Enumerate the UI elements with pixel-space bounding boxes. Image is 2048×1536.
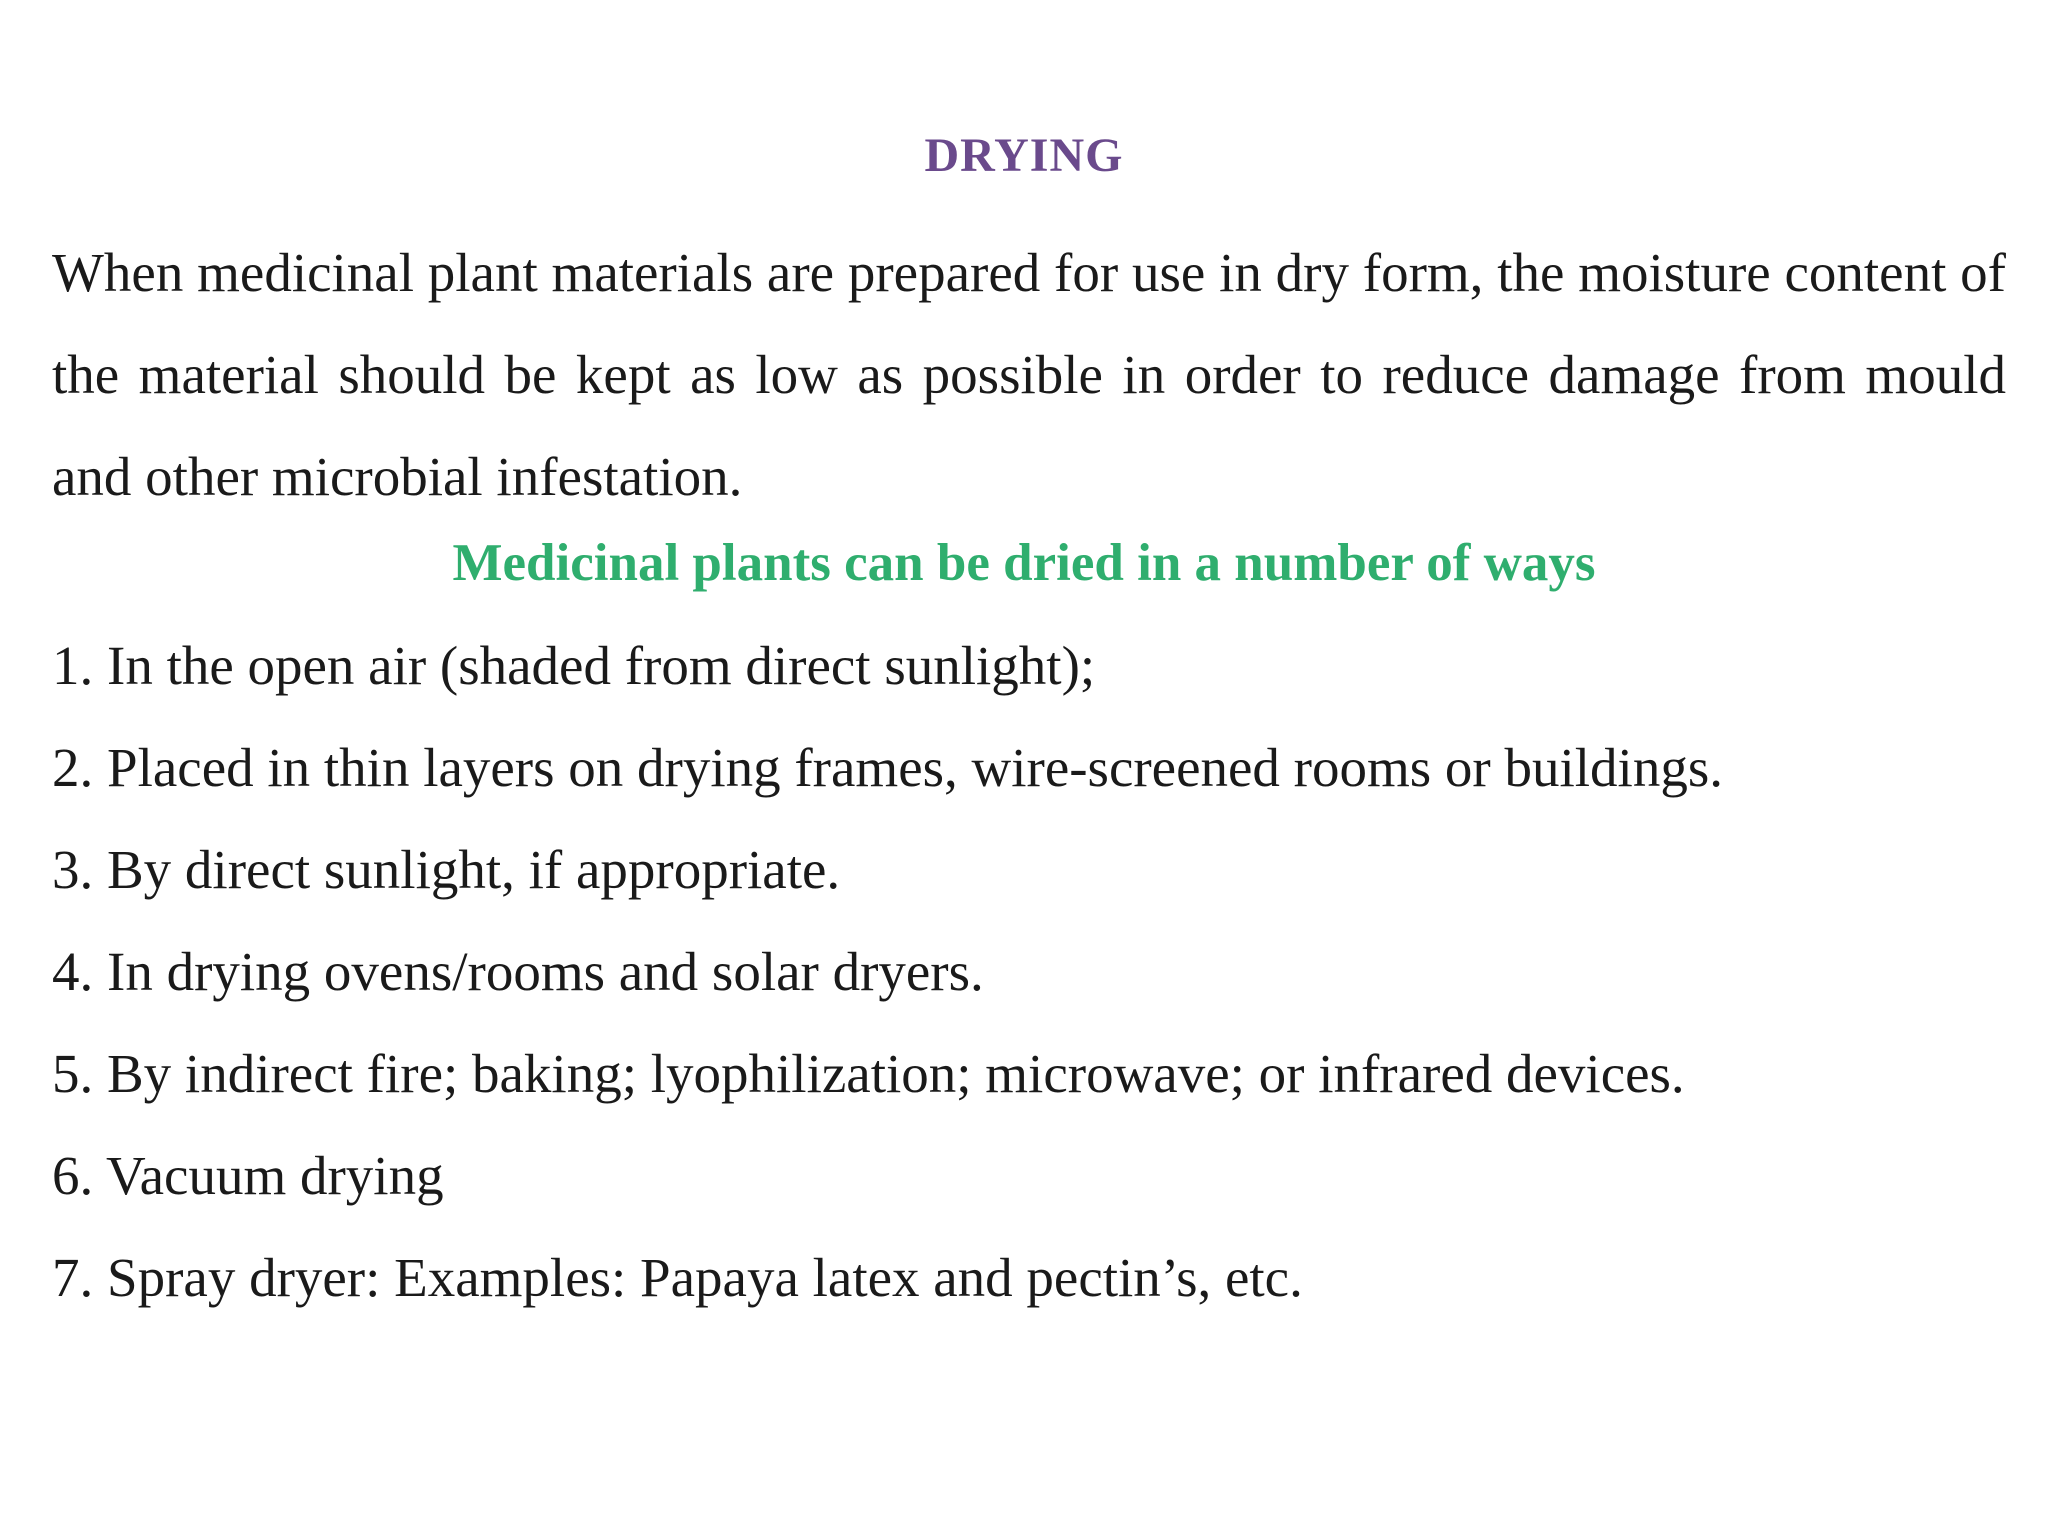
intro-paragraph: When medicinal plant materials are prepared for use in dry form, the moisture content of the material should be kept as low as possible in order to reduce damage from mould and other microbial infestation. (52, 242, 2006, 507)
list-item: 4. In drying ovens/rooms and solar dryers. (52, 941, 984, 1002)
list-item: 6. Vacuum drying (52, 1145, 444, 1206)
list-item: 3. By direct sunlight, if appropriate. (52, 839, 841, 900)
drying-methods-list (52, 615, 2002, 1329)
list-item: 5. By indirect fire; baking; lyophilization; microwave; or infrared devices. (52, 1043, 1685, 1104)
list-item: 7. Spray dryer: Examples: Papaya latex and pectin’s, etc. (52, 1247, 1303, 1308)
list-item: 2. Placed in thin layers on drying frames, wire-screened rooms or buildings. (52, 737, 1723, 798)
page-title: DRYING (924, 129, 1124, 182)
list-item: 1. In the open air (shaded from direct sunlight); (52, 635, 1096, 696)
section-subheading: Medicinal plants can be dried in a number of ways (452, 534, 1596, 592)
